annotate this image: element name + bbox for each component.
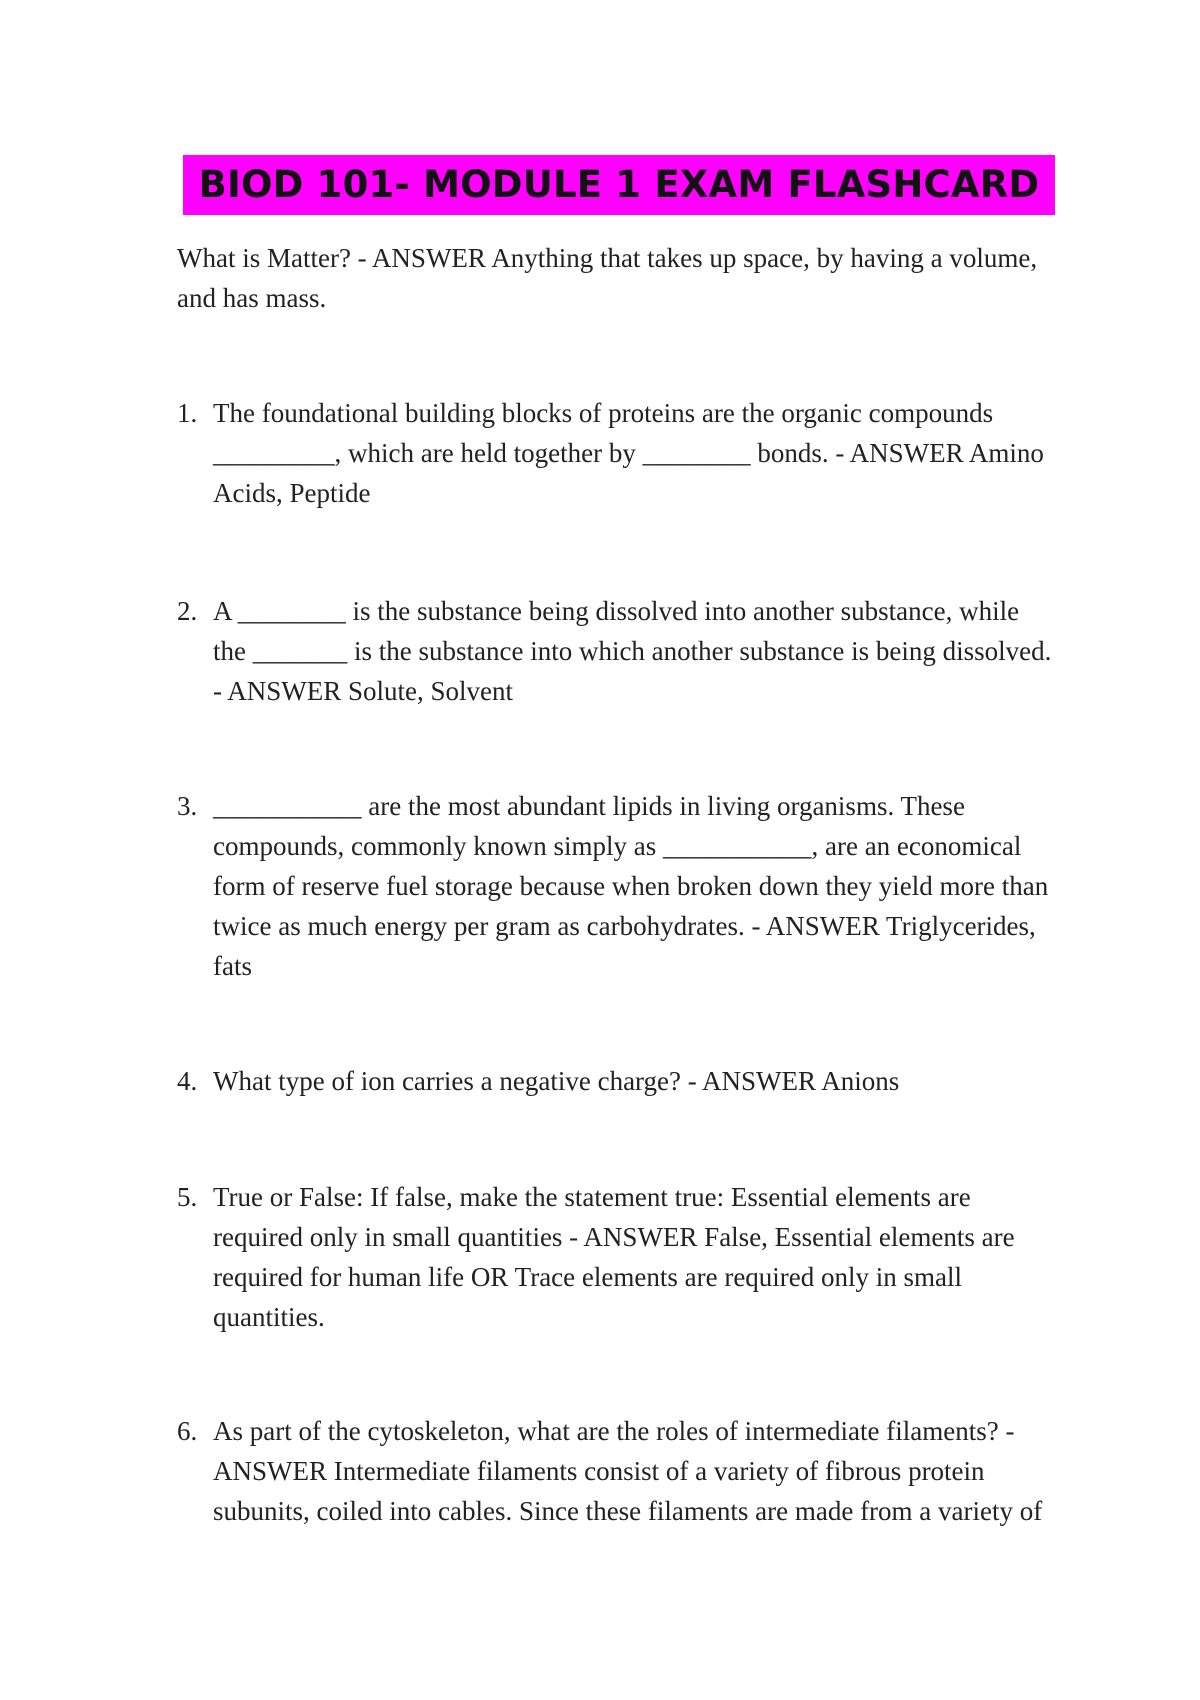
flashcard-item — [177, 591, 1057, 711]
item-text: As part of the cytoskeleton, what are the roles of intermediate filaments? - ANSWER Intermediate filaments consist of a variety of fibrous protein subunits, coiled into cables. Since these filaments are made from a variety of — [213, 1416, 1043, 1526]
item-text: A ________ is the substance being dissolved into another substance, while the _______ is the substance into which another substance is being dissolved. - ANSWER Solute, Solvent — [213, 596, 1052, 706]
flashcard-item — [177, 393, 1057, 513]
item-number: 5. — [177, 1182, 198, 1212]
flashcard-item — [177, 1177, 1057, 1337]
item-number: 1. — [177, 398, 198, 428]
flashcard-item — [177, 1411, 1057, 1531]
item-number: 3. — [177, 791, 198, 821]
flashcard-item — [177, 1061, 1057, 1101]
item-text: The foundational building blocks of proteins are the organic compounds _________, which are held together by ________ bonds. - ANSWER Amino Acids, Peptide — [213, 398, 1044, 508]
document-title: BIOD 101- MODULE 1 EXAM FLASHCARD — [183, 155, 1055, 215]
item-number: 4. — [177, 1066, 198, 1096]
item-number: 6. — [177, 1416, 198, 1446]
item-text: ___________ are the most abundant lipids in living organisms. These compounds, commonly known simply as ___________, are an economical form of reserve fuel storage because when broken down they yield more than twice as much energy per gram as carbohydrates. - ANSWER Triglycerides, fats — [213, 791, 1049, 981]
item-text: What type of ion carries a negative charge? - ANSWER Anions — [213, 1066, 900, 1096]
item-number: 2. — [177, 596, 198, 626]
intro-question: What is Matter? - ANSWER Anything that takes up space, by having a volume, and has mass. — [177, 243, 1038, 313]
flashcard-item — [177, 786, 1057, 986]
item-text: True or False: If false, make the statement true: Essential elements are required only in small quantities - ANSWER False, Essential elements are required for human life OR Trace elements are required only in small quantities. — [213, 1182, 1015, 1332]
